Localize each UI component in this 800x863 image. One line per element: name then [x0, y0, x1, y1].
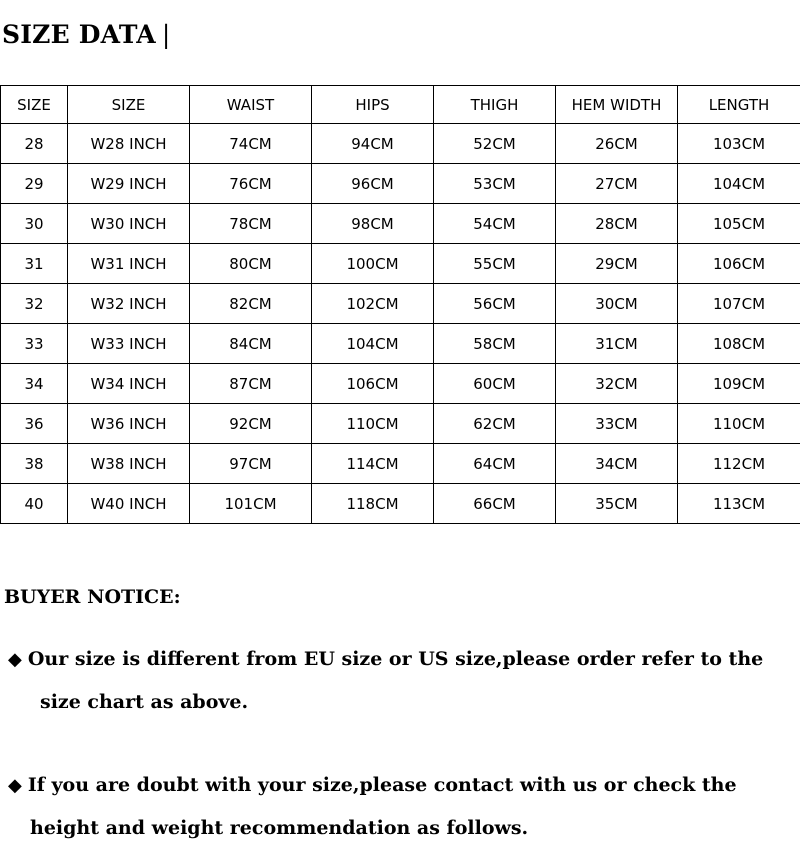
cell-thigh: 52CM: [434, 124, 556, 164]
cell-length: 109CM: [678, 364, 800, 404]
header-thigh: THIGH: [434, 86, 556, 124]
cell-size-inch: W38 INCH: [68, 444, 190, 484]
notice-text-continued: height and weight recommendation as follows.: [30, 817, 529, 839]
header-hips: HIPS: [312, 86, 434, 124]
cell-size-inch: W33 INCH: [68, 324, 190, 364]
diamond-bullet-icon: ◆: [8, 775, 22, 796]
cell-size-inch: W32 INCH: [68, 284, 190, 324]
cell-size-inch: W28 INCH: [68, 124, 190, 164]
table-row: [1, 244, 800, 284]
cell-hem-width: 28CM: [556, 204, 678, 244]
cell-hem-width: 30CM: [556, 284, 678, 324]
cell-hips: 102CM: [312, 284, 434, 324]
cell-length: 105CM: [678, 204, 800, 244]
cell-size-inch: W30 INCH: [68, 204, 190, 244]
header-length: LENGTH: [678, 86, 800, 124]
header-waist: WAIST: [190, 86, 312, 124]
cell-thigh: 53CM: [434, 164, 556, 204]
title-text: SIZE DATA: [2, 20, 156, 49]
cell-size-number: 33: [1, 324, 68, 364]
title-cursor: |: [161, 20, 171, 49]
cell-size-number: 28: [1, 124, 68, 164]
notice-item: [8, 764, 737, 849]
cell-thigh: 64CM: [434, 444, 556, 484]
cell-size-number: 30: [1, 204, 68, 244]
cell-hem-width: 34CM: [556, 444, 678, 484]
notice-line: [8, 764, 737, 807]
cell-length: 104CM: [678, 164, 800, 204]
notice-text: If you are doubt with your size,please contact with us or check the: [27, 774, 737, 796]
cell-hips: 98CM: [312, 204, 434, 244]
cell-hem-width: 27CM: [556, 164, 678, 204]
cell-waist: 78CM: [190, 204, 312, 244]
cell-hem-width: 35CM: [556, 484, 678, 524]
buyer-notice-heading: BUYER NOTICE:: [4, 586, 181, 608]
table-row: [1, 164, 800, 204]
table-row: [1, 284, 800, 324]
cell-thigh: 66CM: [434, 484, 556, 524]
cell-size-number: 36: [1, 404, 68, 444]
notice-text: Our size is different from EU size or US size,please order refer to the: [27, 648, 764, 670]
page-title: [2, 20, 171, 49]
table-row: [1, 124, 800, 164]
cell-length: 103CM: [678, 124, 800, 164]
header-size-inch: SIZE: [68, 86, 190, 124]
cell-thigh: 62CM: [434, 404, 556, 444]
cell-hem-width: 32CM: [556, 364, 678, 404]
notice-line: [8, 638, 763, 681]
table-row: [1, 484, 800, 524]
cell-hem-width: 29CM: [556, 244, 678, 284]
cell-waist: 82CM: [190, 284, 312, 324]
cell-length: 113CM: [678, 484, 800, 524]
cell-hips: 100CM: [312, 244, 434, 284]
cell-thigh: 55CM: [434, 244, 556, 284]
cell-hips: 94CM: [312, 124, 434, 164]
cell-waist: 80CM: [190, 244, 312, 284]
table-row: [1, 364, 800, 404]
cell-waist: 76CM: [190, 164, 312, 204]
cell-hips: 104CM: [312, 324, 434, 364]
header-hem-width: HEM WIDTH: [556, 86, 678, 124]
cell-size-inch: W29 INCH: [68, 164, 190, 204]
cell-thigh: 54CM: [434, 204, 556, 244]
size-table: [0, 85, 800, 524]
cell-size-number: 29: [1, 164, 68, 204]
cell-length: 106CM: [678, 244, 800, 284]
cell-waist: 101CM: [190, 484, 312, 524]
diamond-bullet-icon: ◆: [8, 649, 22, 670]
cell-hips: 106CM: [312, 364, 434, 404]
table-row: [1, 404, 800, 444]
cell-size-inch: W31 INCH: [68, 244, 190, 284]
table-row: [1, 204, 800, 244]
cell-waist: 92CM: [190, 404, 312, 444]
cell-length: 112CM: [678, 444, 800, 484]
cell-hips: 118CM: [312, 484, 434, 524]
cell-hips: 96CM: [312, 164, 434, 204]
table-row: [1, 444, 800, 484]
cell-size-inch: W34 INCH: [68, 364, 190, 404]
cell-waist: 87CM: [190, 364, 312, 404]
cell-size-inch: W40 INCH: [68, 484, 190, 524]
cell-hips: 114CM: [312, 444, 434, 484]
cell-thigh: 56CM: [434, 284, 556, 324]
table-header-row: [1, 86, 800, 124]
cell-hem-width: 26CM: [556, 124, 678, 164]
cell-size-number: 32: [1, 284, 68, 324]
table-row: [1, 324, 800, 364]
cell-hem-width: 31CM: [556, 324, 678, 364]
cell-size-inch: W36 INCH: [68, 404, 190, 444]
cell-length: 107CM: [678, 284, 800, 324]
cell-thigh: 58CM: [434, 324, 556, 364]
cell-hips: 110CM: [312, 404, 434, 444]
table-body: [1, 124, 800, 524]
cell-thigh: 60CM: [434, 364, 556, 404]
cell-waist: 74CM: [190, 124, 312, 164]
cell-waist: 97CM: [190, 444, 312, 484]
header-size-number: SIZE: [1, 86, 68, 124]
cell-length: 110CM: [678, 404, 800, 444]
cell-size-number: 38: [1, 444, 68, 484]
notice-text-continued: size chart as above.: [40, 691, 249, 713]
cell-size-number: 31: [1, 244, 68, 284]
cell-waist: 84CM: [190, 324, 312, 364]
cell-length: 108CM: [678, 324, 800, 364]
cell-hem-width: 33CM: [556, 404, 678, 444]
cell-size-number: 40: [1, 484, 68, 524]
cell-size-number: 34: [1, 364, 68, 404]
notice-item: [8, 638, 763, 723]
